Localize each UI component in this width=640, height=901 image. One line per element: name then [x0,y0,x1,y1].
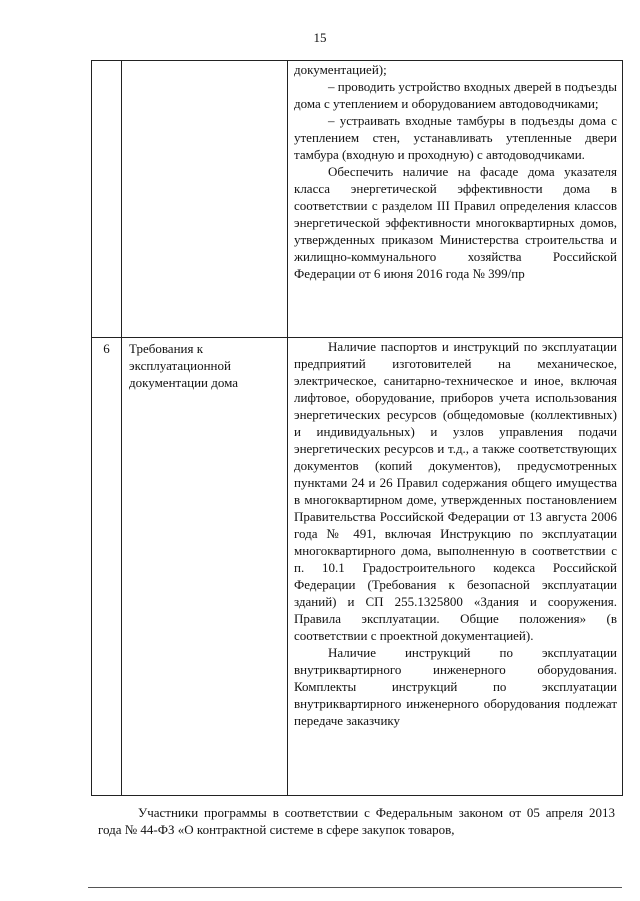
page-number: 15 [313,30,327,45]
table-row [92,338,623,796]
footer-paragraph [98,804,615,838]
page-bottom-rule [88,887,622,888]
row-title-cell [122,61,288,338]
row-title: Требования к эксплуатационной документации дома [129,341,239,390]
row-content-cell [288,61,623,338]
paragraph: документацией); [294,62,387,77]
paragraph: – проводить устройство входных дверей в подъезды дома с утеплением и оборудованием автодоводчиками; [294,79,617,111]
row-content-cell [288,338,623,796]
row-number [92,61,121,63]
footer-text: Участники программы в соответствии с Федеральным законом от 05 апреля 2013 года № 44-ФЗ «О контрактной системе в сфере закупок товаров, [98,805,615,837]
paragraph: – устраивать входные тамбуры в подъезды дома с утеплением стен, устанавливать утепленные двери тамбура (входную и проходную) с автодоводчиками. [294,113,617,162]
requirements-table [91,60,623,796]
row-number-cell [92,61,122,338]
row-title-cell [122,338,288,796]
paragraph: Обеспечить наличие на фасаде дома указателя класса энергетической эффективности дома в соответствии с разделом III Правил определения классов энергетической эффективности многоквартирных домов, утвержденных приказом Министерства строительства и жилищно-коммунального хозяйства Российской Федерации от 6 июня 2016 года № 399/пр [294,164,617,281]
row-number-cell [92,338,122,796]
row-number: 6 [103,341,110,356]
paragraph: Наличие паспортов и инструкций по эксплуатации предприятий изготовителей на механическое, электрическое, санитарно-техническое и иное, включая лифтовое, оборудование, приборов учета использования энергетических ресурсов (общедомовые (коллективных) и индивидуальных) и узлов управления подачи энергетических ресурсов и т.д., а также соответствующих документов (копий документов), предусмотренных пунктами 24 и 26 Правил содержания общего имущества в многоквартирном доме, утвержденных постановлением Правительства Российской Федерации от 13 августа 2006 года № 491, включая Инструкцию по эксплуатации многоквартирного дома, выполненную в соответствии с п. 10.1 Градостроительного кодекса Российской Федерации (Требования к безопасной эксплуатации зданий) и СП 255.1325800 «Здания и сооружения. Правила эксплуатации. Общие положения» (в соответствии с проектной документацией). [294,339,617,643]
table-row [92,61,623,338]
paragraph: Наличие инструкций по эксплуатации внутриквартирного инженерного оборудования. Комплекты инструкций по эксплуатации внутриквартирного инженерного оборудования подлежат передаче заказчику [294,645,617,728]
